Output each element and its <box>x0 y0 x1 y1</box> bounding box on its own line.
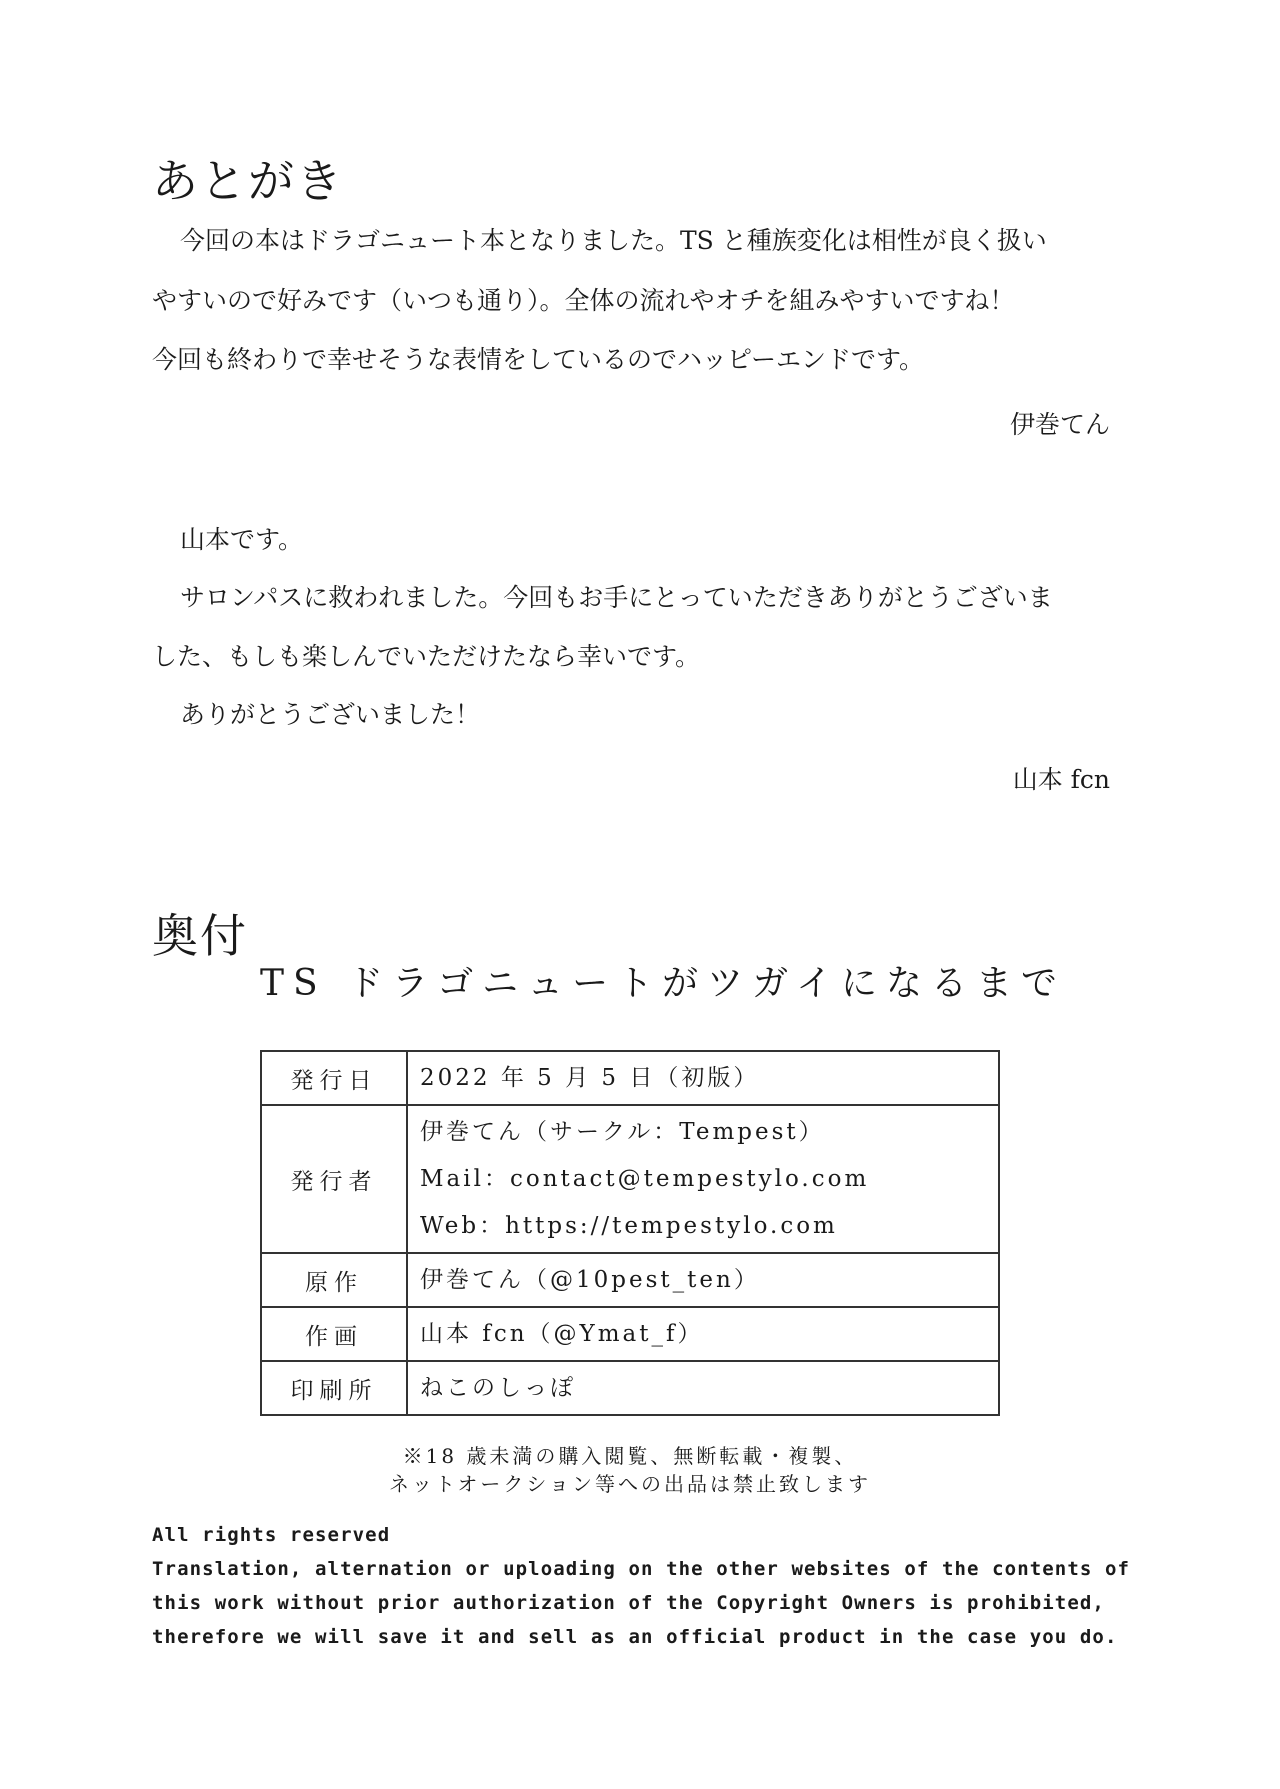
art-value: 山本 fcn（@Ymat_f） <box>420 1320 704 1347</box>
publisher-name: 伊巻てん（サークル：Tempest） <box>420 1118 825 1145</box>
afterword-ibuki-line: やすいので好みです（いつも通り）。全体の流れやオチを組みやすいですね！ <box>152 286 1015 315</box>
afterword-yamamoto-line: した、もしも楽しんでいただけたなら幸いです。 <box>152 642 701 671</box>
colophon-value <box>407 1361 999 1415</box>
afterword-yamamoto-line: サロンパスに救われました。今回もお手にとっていただきありがとうございま <box>180 583 1053 612</box>
colophon-heading: 奥付 <box>152 909 248 963</box>
colophon-label: 発行日 <box>261 1051 407 1105</box>
colophon-table <box>260 1050 1000 1416</box>
afterword-ibuki-signature: 伊巻てん <box>1009 410 1110 439</box>
original-work-value: 伊巻てん（@10pest_ten） <box>420 1266 760 1293</box>
issue-date-value: 2022 年 5 月 5 日（初版） <box>420 1064 760 1091</box>
book-title: TS ドラゴニュートがツガイになるまで <box>260 963 1067 1004</box>
colophon-row-art <box>261 1307 999 1361</box>
colophon-value <box>407 1105 999 1253</box>
afterword-yamamoto-line: 山本です。 <box>180 525 304 554</box>
afterword-yamamoto-signature: 山本 fcn <box>1012 765 1110 794</box>
age-notice-line: ※18 歳未満の購入閲覧、無断転載・複製、 <box>402 1444 858 1468</box>
afterword-yamamoto-line: ありがとうございました！ <box>180 700 481 729</box>
publisher-web: Web：https://tempestylo.com <box>420 1212 838 1239</box>
age-notice-line: ネットオークション等への出品は禁止致します <box>389 1472 871 1496</box>
colophon-label: 作画 <box>261 1307 407 1361</box>
copyright-line: this work without prior authorization of the Copyright Owners is prohibited, <box>152 1592 1105 1614</box>
afterword-ibuki-line: 今回の本はドラゴニュート本となりました。TS と種族変化は相性が良く扱い <box>180 226 1047 255</box>
colophon-label: 原作 <box>261 1253 407 1307</box>
publisher-mail: Mail：contact@tempestylo.com <box>420 1165 870 1192</box>
afterword-ibuki-line: 今回も終わりで幸せそうな表情をしているのでハッピーエンドです。 <box>152 345 925 374</box>
afterword-heading: あとがき <box>152 154 344 208</box>
copyright-line: Translation, alternation or uploading on the other websites of the contents of <box>152 1558 1131 1580</box>
colophon-row-original-work <box>261 1253 999 1307</box>
printer-value: ねこのしっぽ <box>420 1374 576 1401</box>
colophon-value <box>407 1051 999 1105</box>
colophon-row-issue-date <box>261 1051 999 1105</box>
colophon-value <box>407 1253 999 1307</box>
copyright-line: therefore we will save it and sell as an official product in the case you do. <box>152 1626 1118 1648</box>
colophon-row-printer <box>261 1361 999 1415</box>
colophon-label: 印刷所 <box>261 1361 407 1415</box>
copyright-line: All rights reserved <box>152 1524 391 1546</box>
colophon-value <box>407 1307 999 1361</box>
colophon-label: 発行者 <box>261 1105 407 1253</box>
colophon-row-publisher <box>261 1105 999 1253</box>
